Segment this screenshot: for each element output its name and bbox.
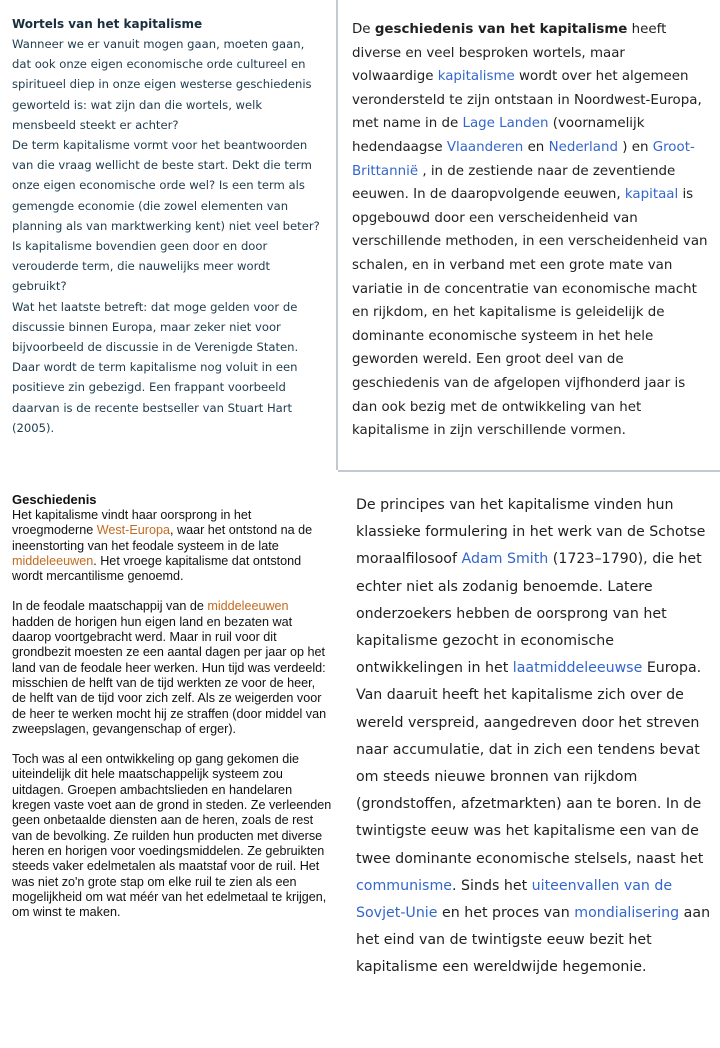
link-middeleeuwen-2[interactable]: middeleeuwen xyxy=(207,599,289,614)
geschiedenis-heading: Geschiedenis xyxy=(12,492,97,507)
link-lage-landen[interactable]: Lage Landen xyxy=(462,116,549,132)
link-groot-brittannie[interactable]: Groot-Brittannië xyxy=(352,139,695,179)
text-run: De principes van het kapitalisme vinden hun klassieke formulering in het werk van de Schotse moraalfilosoof xyxy=(356,497,706,568)
text-run: (1723–1790), die het echter niet als zodanig benoemde. Latere onderzoekers hebben de oorsprong van het kapitalisme gezocht in economische ontwikkelingen in het xyxy=(356,551,702,677)
geschiedenis-paragraph-1 xyxy=(12,508,332,584)
roots-section xyxy=(0,0,330,482)
link-uiteenvallen-sovjet-unie[interactable]: uiteenvallen van de Sovjet-Unie xyxy=(356,877,673,922)
text-run: , waar het ontstond na de ineenstorting van het feodale systeem in de late xyxy=(12,523,313,553)
geschiedenis-paragraph-3: Toch was al een ontwikkeling op gang gekomen die uiteindelijk dit hele maatschappelijk systeem zou uitdagen. Groepen ambachtslieden en handelaren kregen vaste voet aan de grond in steden. Ze verleenden geen onbetaalde diensten aan de heren, zoals de rest van de bevolking. Ze ruilden hun producten met diverse heren en horigen voor voedingsmiddelen. Ze gebruikten steeds vaker edelmetalen als maatstaf voor de ruil. Het was niet zo'n grote stap om elke ruil te zien als een mogelijkheid om wat méér van het edelmetaal te krijgen, om winst te maken. xyxy=(12,752,332,920)
column-divider xyxy=(336,0,338,470)
link-laatmiddeleeuwse[interactable]: laatmiddeleeuwse xyxy=(512,660,643,677)
roots-paragraph-1: Wanneer we er vanuit mogen gaan, moeten gaan, dat ook onze eigen economische orde cultureel en spiritueel diep in onze eigen westerse geschiedenis geworteld is: wat zijn dan die wortels, welk mensbeeld steekt er achter? xyxy=(12,37,312,132)
text-run: wordt over het algemeen verondersteld te zijn ontstaan in Noordwest-Europa, met name in de xyxy=(352,69,702,132)
geschiedenis-paragraph-2 xyxy=(12,599,332,737)
roots-paragraph-2: De term kapitalisme vormt voor het beantwoorden van die vraag wellicht de beste start. Dekt die term onze eigen economische orde wel? Is een term als gemengde economie (die zowel elementen van planning als van marktwerking kent) niet veel beter? Is kapitalisme bovendien geen door en door verouderde term, die nauwelijks meer wordt gebruikt? xyxy=(12,138,320,294)
text-run: In de feodale maatschappij van de xyxy=(12,599,208,614)
text-run: aan het eind van de twintigste eeuw bezit het kapitalisme een wereldwijde hegemonie. xyxy=(356,905,711,976)
link-middeleeuwen[interactable]: middeleeuwen xyxy=(12,553,94,568)
text-run: is opgebouwd door een verscheidenheid van verschillende methoden, in een verscheidenheid van schalen, en in verband met een grote mate van variatie in de concentratie van economische macht en rijkdom, en het kapitalisme is geleidelijk de dominante economische systeem in het hele geworden wereld. Een groot deel van de geschiedenis van de afgelopen vijfhonderd jaar is dan ook bezig met de ontwikkeling van het kapitalisme in zijn verschillende vormen. xyxy=(352,187,708,439)
principles-paragraph xyxy=(356,492,712,982)
history-intro-paragraph xyxy=(352,18,710,443)
roots-heading: Wortels van het kapitalisme xyxy=(12,17,203,31)
geschiedenis-section xyxy=(0,486,338,1048)
text-run: Europa. Van daaruit heeft het kapitalisme zich over de wereld verspreid, aangedreven door het streven naar accumulatie, dat in zich een tendens bevat om steeds nieuwe bronnen van rijkdom (grondstoffen, afzetmarkten) aan te boren. In de twintigste eeuw was het kapitalisme een van de twee dominante economische stelsels, naast het xyxy=(356,660,704,867)
text-run: Het kapitalisme vindt haar oorsprong in het vroegmoderne xyxy=(12,508,252,538)
text-run: , in de zestiende naar de zeventiende eeuwen. In de daaropvolgende eeuwen, xyxy=(352,163,676,203)
text-run: hadden de horigen hun eigen land en bezaten wat daarop voortgebracht werd. Maar in ruil voor dit grondbezit moesten ze een aantal dagen per jaar op het land van de feodale heer werken. Hun tijd was verdeeld: misschien de helft van de tijd werkten ze voor de heer, de helft van de tijd voor zich zelf. Als ze weigerden voor de heer te werken mocht hij ze straffen (door middel van zweepslagen, gevangenschap of erger). xyxy=(12,614,327,736)
bold-term: geschiedenis van het kapitalisme xyxy=(374,22,628,37)
link-adam-smith[interactable]: Adam Smith xyxy=(461,551,549,568)
roots-paragraph-3: Wat het laatste betreft: dat moge gelden voor de discussie binnen Europa, maar zeker niet voor bijvoorbeeld de discussie in de Verenigde Staten. Daar wordt de term kapitalisme nog voluit in een positieve zin gebezigd. Een frappant voorbeeld daarvan is de recente bestseller van Stuart Hart (2005). xyxy=(12,299,299,435)
text-run: en xyxy=(523,139,549,155)
text-run: . Sinds het xyxy=(452,877,532,894)
link-kapitalisme[interactable]: kapitalisme xyxy=(437,69,515,85)
link-west-europa[interactable]: West-Europa xyxy=(96,523,170,538)
link-vlaanderen[interactable]: Vlaanderen xyxy=(446,139,524,155)
link-kapitaal[interactable]: kapitaal xyxy=(624,187,679,203)
text-run: heeft diverse en veel besproken wortels, maar volwaardige xyxy=(352,22,667,85)
text-run: . Het vroege kapitalisme dat ontstond wordt mercantilisme genoemd. xyxy=(12,553,302,584)
link-nederland[interactable]: Nederland xyxy=(548,139,618,155)
link-mondialisering[interactable]: mondialisering xyxy=(574,905,680,922)
text-run: en het proces van xyxy=(437,905,575,922)
text-run: De xyxy=(352,22,375,37)
principles-section xyxy=(340,486,720,1048)
text-run: ) en xyxy=(617,139,653,155)
text-run: (voornamelijk hedendaagse xyxy=(352,116,645,155)
history-intro-section xyxy=(340,0,720,470)
link-communisme[interactable]: communisme xyxy=(356,877,452,894)
section-divider xyxy=(338,470,720,472)
